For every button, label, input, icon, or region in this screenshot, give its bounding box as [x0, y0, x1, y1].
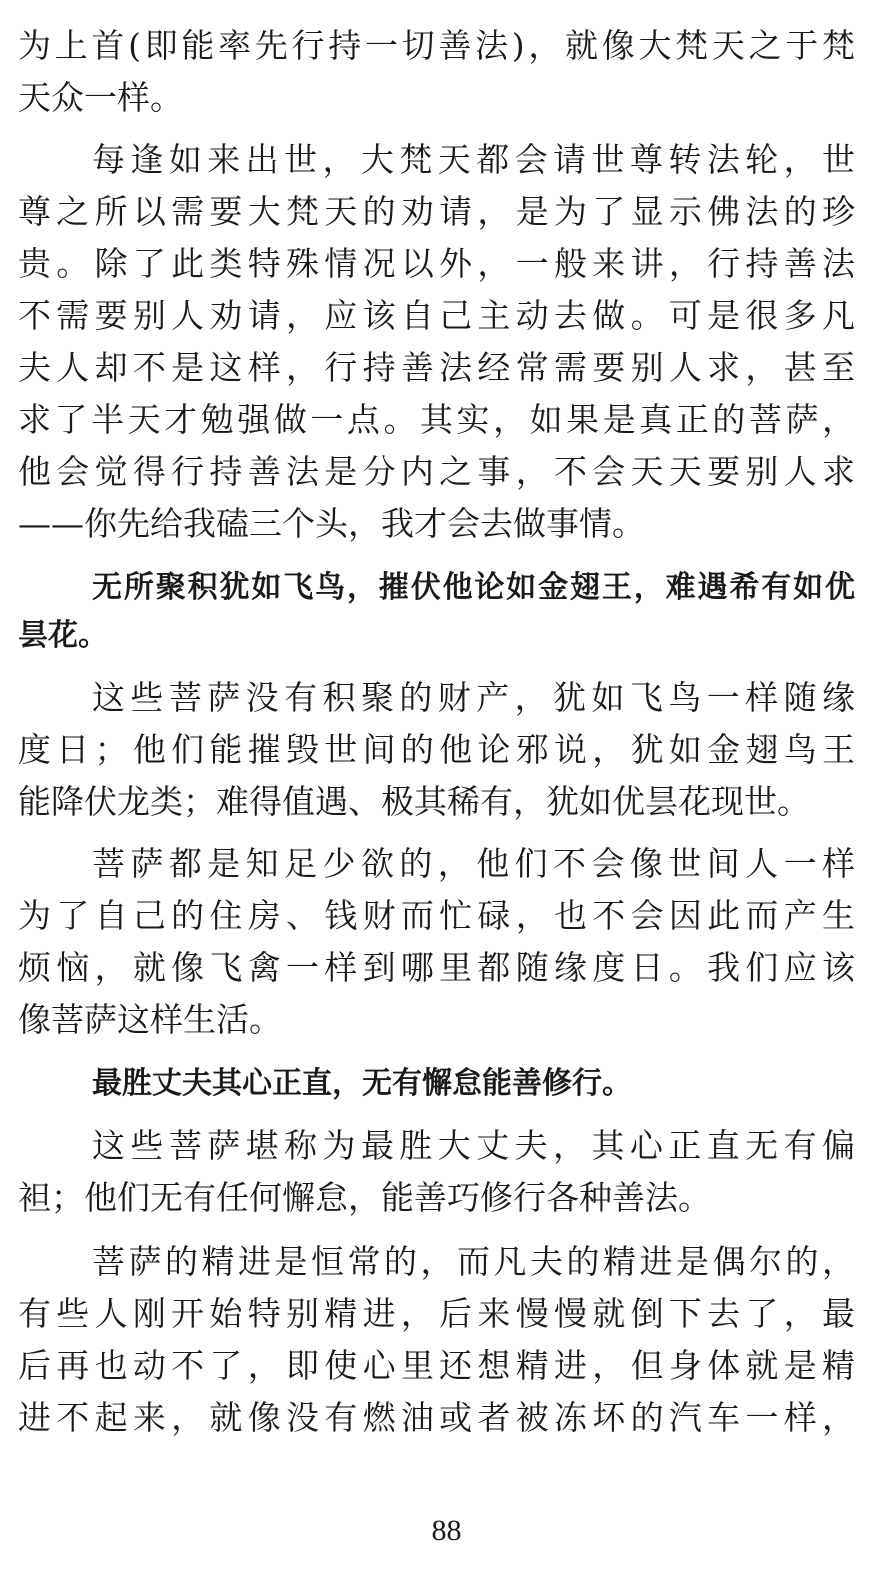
verse-line-end: 昙花。: [18, 618, 108, 653]
text-line-paragraph-end: 能降伏龙类；难得值遇、极其稀有，犹如优昙花现世。: [18, 782, 810, 821]
verse-line: 无所聚积犹如飞鸟，摧伏他论如金翅王，难遇希有如优: [92, 570, 855, 605]
text-line-paragraph-start: 菩萨都是知足少欲的，他们不会像世间人一样: [92, 844, 855, 883]
text-line: 为了自己的住房、钱财而忙碌，也不会因此而产生: [18, 896, 855, 935]
text-line: 尊之所以需要大梵天的劝请，是为了显示佛法的珍: [18, 192, 855, 231]
text-line: 求了半天才勉强做一点。其实，如果是真正的菩萨，: [18, 400, 855, 439]
page-number: 88: [431, 1514, 462, 1547]
text-line: 有些人刚开始特别精进，后来慢慢就倒下去了，最: [18, 1294, 855, 1333]
text-line-paragraph-end: 天众一样。: [18, 78, 183, 117]
text-line: 贵。除了此类特殊情况以外，一般来讲，行持善法: [18, 244, 855, 283]
text-line-paragraph-end: 袒；他们无有任何懈怠，能善巧修行各种善法。: [18, 1178, 711, 1217]
text-line: 不需要别人劝请，应该自己主动去做。可是很多凡: [18, 296, 855, 335]
text-line-paragraph-start: 菩萨的精进是恒常的，而凡夫的精进是偶尔的，: [92, 1242, 855, 1281]
text-line: 后再也动不了，即使心里还想精进，但身体就是精: [18, 1346, 855, 1385]
verse-line: 最胜丈夫其心正直，无有懈怠能善修行。: [92, 1066, 632, 1101]
text-line: 度日；他们能摧毁世间的他论邪说，犹如金翅鸟王: [18, 730, 855, 769]
text-line: 进不起来，就像没有燃油或者被冻坏的汽车一样，: [18, 1398, 855, 1437]
text-line-paragraph-start: 每逢如来出世，大梵天都会请世尊转法轮，世: [92, 140, 855, 179]
text-line-continuation: 为上首(即能率先行持一切善法)，就像大梵天之于梵: [18, 26, 855, 65]
text-line: 他会觉得行持善法是分内之事，不会天天要别人求: [18, 452, 855, 491]
text-line-paragraph-start: 这些菩萨没有积聚的财产，犹如飞鸟一样随缘: [92, 678, 855, 717]
text-line-paragraph-end: 像菩萨这样生活。: [18, 1000, 282, 1039]
text-line-paragraph-end: ——你先给我磕三个头，我才会去做事情。: [18, 504, 645, 543]
text-line-paragraph-start: 这些菩萨堪称为最胜大丈夫，其心正直无有偏: [92, 1126, 855, 1165]
text-line: 烦恼，就像飞禽一样到哪里都随缘度日。我们应该: [18, 948, 855, 987]
text-line: 夫人却不是这样，行持善法经常需要别人求，甚至: [18, 348, 855, 387]
